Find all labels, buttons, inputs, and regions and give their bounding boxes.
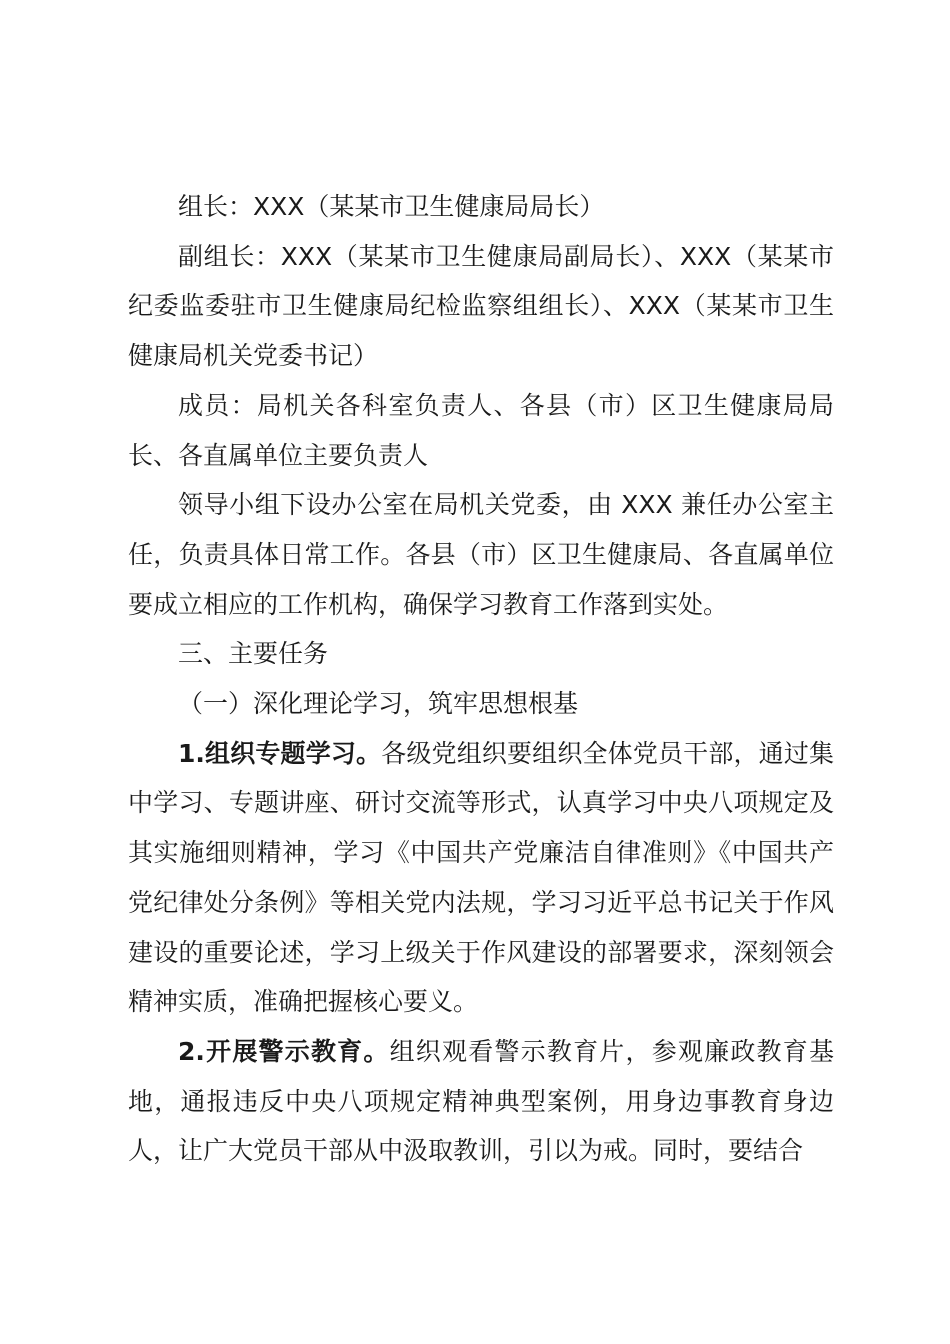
item-2-lead: 2.开展警示教育。: [178, 1036, 390, 1066]
members-paragraph: 成员：局机关各科室负责人、各县（市）区卫生健康局局长、各直属单位主要负责人: [128, 390, 834, 470]
item-1-lead: 1.组织专题学习。: [178, 738, 382, 768]
office-paragraph: 领导小组下设办公室在局机关党委，由 XXX 兼任办公室主任，负责具体日常工作。各县（市）区卫生健康局、各直属单位要成立相应的工作机构，确保学习教育工作落到实处。: [128, 490, 834, 619]
item-2-body: 组织观看警示教育片，参观廉政教育基地，通报违反中央八项规定精神典型案例，用身边事教育身边人，让广大党员干部从中汲取教训，引以为戒。同时，要结合: [128, 1036, 834, 1166]
document-body: [128, 182, 834, 1176]
subsection-heading: （一）深化理论学习，筑牢思想根基: [178, 689, 579, 719]
section-heading: 三、主要任务: [178, 639, 329, 669]
deputy-paragraph: 副组长：XXX（某某市卫生健康局副局长）、XXX（某某市纪委监委驻市卫生健康局纪检监察组组长）、XXX（某某市卫生健康局机关党委书记）: [128, 241, 834, 371]
leader-paragraph: 组长：XXX（某某市卫生健康局局长）: [178, 192, 605, 221]
item-1-paragraph: [128, 729, 834, 1027]
item-2-paragraph: [128, 1027, 834, 1176]
item-1-body: 各级党组织要组织全体党员干部，通过集中学习、专题讲座、研讨交流等形式，认真学习中央八项规定及其实施细则精神，学习《中国共产党廉洁自律准则》《中国共产党纪律处分条例》等相关党内法规，学习习近平总书记关于作风建设的重要论述，学习上级关于作风建设的部署要求，深刻领会精神实质，准确把握核心要义。: [128, 738, 834, 1017]
